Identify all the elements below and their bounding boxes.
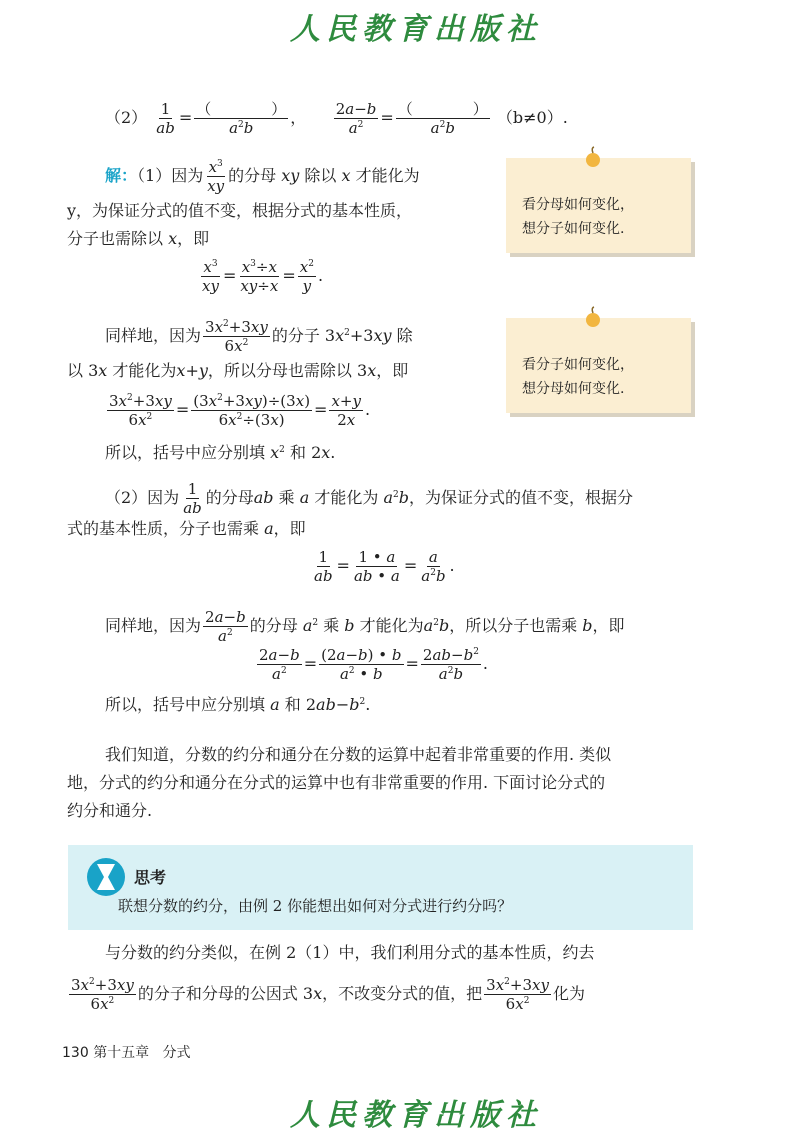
solution-2-line-3: 同样地，因为 $\frac{2a-b}{a^2}$ 的分母 $a^2$ 乘 b 才能化为$a^2b$，所以分子也需乘 b，即 bbox=[105, 608, 625, 645]
page-footer bbox=[62, 1042, 191, 1062]
page-number: 130 bbox=[62, 1045, 89, 1061]
side-note-2: 看分子如何变化， 想分母如何变化. bbox=[506, 318, 691, 413]
last-line-1: 与分数的约分类似，在例 2（1）中，我们利用分式的基本性质，约去 bbox=[105, 943, 595, 962]
publisher-logo-footer: 人民教育出版社 bbox=[290, 1098, 542, 1133]
pin-icon bbox=[582, 306, 604, 328]
answer-line-2: 所以，括号中应分别填 a 和 $2ab-b^2$. bbox=[105, 695, 371, 714]
solution-line-2: y，为保证分式的值不变，根据分式的基本性质， bbox=[67, 201, 413, 220]
paragraph-line-1: 我们知道，分数的约分和通分在分数的运算中起着非常重要的作用. 类似 bbox=[105, 745, 612, 764]
paragraph-line-2: 地，分式的约分和通分在分式的运算中也有非常重要的作用. 下面讨论分式的 bbox=[67, 773, 606, 792]
solution-line-5: 以 3x 才能化为x+y，所以分母也需除以 3x，即 bbox=[67, 361, 409, 380]
equation-1: $\frac{x^3}{xy}$ = $\frac{x^3\div x}{xy\div x}$ = $\frac{x^2}{y}$ . bbox=[202, 258, 324, 295]
paragraph-line-3: 约分和通分. bbox=[67, 801, 153, 820]
pin-icon bbox=[582, 146, 604, 168]
solution-2-line-1: （2）因为 $\frac{1}{ab}$ 的分母ab 乘 a 才能化为 $a^2b$，为保证分式的值不变，根据分 bbox=[105, 480, 634, 517]
equation-4: $\frac{2a-b}{a^2}$ = $\frac{(2a-b) • b}{a^2 • b}$ = $\frac{2ab-b^2}{a^2b}$ . bbox=[259, 646, 489, 683]
solution-label: 解： bbox=[105, 166, 138, 185]
hourglass-icon bbox=[86, 855, 126, 899]
think-title: 思考 bbox=[134, 868, 167, 887]
think-text: 联想分数的约分，由例 2 你能想出如何对分式进行约分吗？ bbox=[118, 897, 513, 915]
solution-line-1: 解：（1）因为 $\frac{x^3}{xy}$ 的分母 xy 除以 x 才能化为 bbox=[105, 158, 420, 195]
think-box bbox=[68, 845, 693, 930]
chapter-label: 第十五章 bbox=[93, 1045, 150, 1061]
solution-line-4: 同样地，因为 $\frac{3x^2+3xy}{6x^2}$ 的分子 $3x^2+3xy$ 除 bbox=[105, 318, 413, 355]
last-line-2: $\frac{3x^2+3xy}{6x^2}$ 的分子和分母的公因式 3x，不改变分式的值，把 $\frac{3x^2+3xy}{6x^2}$ 化为 bbox=[71, 976, 585, 1013]
publisher-logo-header: 人民教育出版社 bbox=[290, 12, 542, 47]
equation-3: $\frac{1}{ab}$ = $\frac{1 • a}{ab • a}$ = $\frac{a}{a^2b}$ . bbox=[314, 548, 455, 585]
section-label: 分式 bbox=[162, 1045, 191, 1061]
solution-2-line-2: 式的基本性质，分子也需乘 a，即 bbox=[67, 519, 306, 538]
side-note-1: 看分母如何变化， 想分子如何变化. bbox=[506, 158, 691, 253]
equation-2: $\frac{3x^2+3xy}{6x^2}$ = $\frac{(3x^2+3xy)\div(3x)}{6x^2\div(3x)}$ = $\frac{x+y}{2x}$ . bbox=[109, 392, 371, 429]
answer-line-1: 所以，括号中应分别填 $x^2$ 和 2x. bbox=[105, 443, 336, 462]
problem-2: （2） $\frac{1}{ab}$ = $\frac{( )}{a^2b}$ ， $\frac{2a-b}{a^2}$ = $\frac{( )}{a^2b}$ （b≠0）. bbox=[105, 100, 568, 137]
solution-line-3: 分子也需除以 x，即 bbox=[67, 229, 210, 248]
